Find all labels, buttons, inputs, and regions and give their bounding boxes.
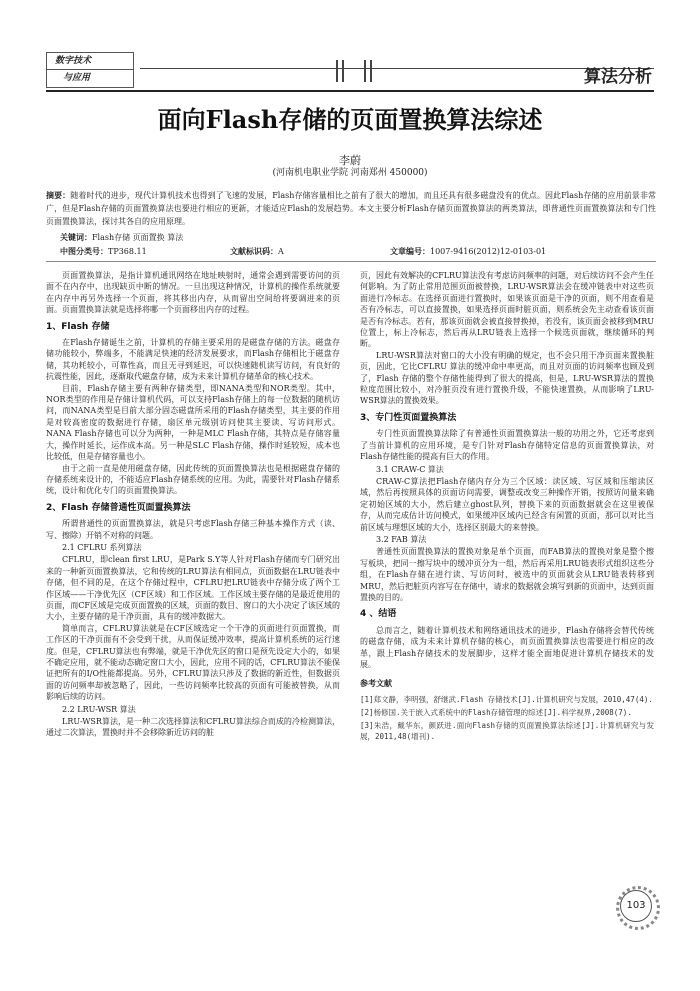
reference-item: [1]郑文静，李明强，舒继武.Flash 存储技术[J].计算机研究与发展，2010,47(4). bbox=[360, 694, 653, 704]
paragraph: 页面置换算法，是指计算机通讯网络在地址映射时，通常会遇到需要访问的页面不在内存中，出现缺页中断的情况。一旦出现这种情况，计算机的操作系统就要在内存中再另外选择一个页面，将其移出内存，从而留出空间给将要调进来的页面。页面置换算法就是选择将哪一个页面移出内存的过程。 bbox=[46, 271, 340, 315]
affiliation: (河南机电职业学院 河南郑州 450000) bbox=[272, 168, 428, 178]
section-heading: 1、Flash 存储 bbox=[46, 321, 110, 332]
paragraph: CRAW-C算法把Flash存储内存分为三个区域：读区域、写区域和压缩读区域，然后再按照具体的页面访问需要，调整或改变三种操作开销，按照访问量来确定初始区域的大小，然后建立ghost队列，替换下来的页面数据就会在这里被保存，从而完成估计访问模式，如果缓冲区域内已经含有闲置的页面，那可以对比当前区域与理想区域的大小，选择区别最大的来替换。 bbox=[360, 476, 654, 532]
abstract-text: 随着时代的进步，现代计算机技术也得到了飞速的发展，Flash存储容量相比之前有了很大的增加，而且还具有很多磁盘没有的优点。因此Flash存储的应用前景非常广，但是Flash存储的页面置换算法也要进行相应的更新，才能适应Flash的发展趋势。本文主要分析Flash存储页面置换算法的两类算法，即普通性页面置换算法和专门性页面置换算法，探讨其各自的应用原理。 bbox=[46, 191, 656, 226]
section-heading: 4 、结语 bbox=[360, 609, 397, 620]
paragraph: 专门性页面置换算法除了有普通性页面置换算法一般的功用之外，它还考虑到了当前计算机的应用环境，是专门针对Flash存储特定信息的页面置换算法，对Flash存储性能的提高有巨大的作用。 bbox=[360, 429, 654, 462]
paragraph: LRU-WSR算法对窗口的大小没有明确的规定，也不会只用干净页面来置换脏页，因此，它比CFLRU 算法的缓冲命中率更高，而且对页面的访问频率也顾及到了，Flash 存储的整个存储性能得到了很大的提高，但是，LRU-WSR算法的置换粒度范围比较小，对冷脏页没有进行置换升级，不能快速置换，从而影响了LRU-WSR算法的置换效果。 bbox=[360, 350, 654, 406]
subsection-heading: 3.2 FAB 算法 bbox=[376, 534, 427, 544]
paragraph: LRU-WSR算法，是一种二次选择算法和CFLRU算法综合而成的冷检测算法，通过二次算法，置换时并不会移除新近访问的脏 bbox=[46, 717, 340, 738]
clc-number: 中图分类号：TP368.11 bbox=[60, 246, 147, 256]
subsection-heading: 2.2 LRU-WSR 算法 bbox=[62, 704, 136, 714]
paragraph: 由于之前一直是使用磁盘存储，因此传统的页面置换算法也是根据磁盘存储的存储系统来设计的，不能适应Flash存储系统的应用。为此，需要针对Flash存储系统，设计和优化专门的页面置换算法。 bbox=[46, 463, 340, 496]
doc-code: 文献标识码：A bbox=[230, 246, 284, 256]
paragraph: 简单而言，CFLRU算法就是在CF区域选定一个干净的页面进行页面置换，而工作区的干净页面有不会受到干扰，从而保证缓冲效率，提高计算机系统的运行速度。但是，CFLRU算法也有弊端，就是干净优先区的窗口是预先设定大小的，如果不确定应用，就不能动态确定窗口大小，因此，应用不同的话，CFLRU算法不能保证把所有的I/O性能都提高。另外，CFLRU算法只涉及了数据的新近性，但数据页面的访问频率却被忽略了，因此，一些访问频率比较高的页面有可能被替换，从而影响后续的访问。 bbox=[46, 623, 340, 702]
header-rule bbox=[140, 68, 654, 69]
paragraph: CFLRU，即clean first LRU，是Park S.Y等人针对Flash存储而专门研究出来的一种新页面置换算法，它和传统的LRU算法有相同点，页面数据在LRU链表中存储，但不同的是，在这个存储过程中，CFLRU把LRU链表中存储分成了两个工作区域——干净优先区（CF区域）和工作区域。工作区域主要存储的是最近使用的页面，而CF区域是完成页面置换的区域，页面的数目、窗口的大小决定了该区域的大小，主要存储的是干净页面，具有的缓冲数据大。 bbox=[46, 555, 340, 622]
reference-item: [2]杨修国.关于嵌入式系统中的Flash存储管理的综述[J].科学视界,2008(7). bbox=[360, 707, 632, 717]
paragraph: 在Flash存储诞生之前，计算机的存储主要采用的是磁盘存储的方法。磁盘存储功能较小，弊端多，不能满足快速的经济发展要求，而Flash存储相比于磁盘存储，其功耗较小，可靠性高，而且无寻到延迟，可以快速随机读写访问，有良好的抗震性能，因此，逐渐取代磁盘存储，成为未来计算机存储革命的核心技术。 bbox=[46, 338, 340, 382]
journal-logo bbox=[46, 52, 134, 88]
left-column bbox=[46, 270, 340, 739]
header-bottom-rule bbox=[46, 90, 654, 92]
page-number-badge bbox=[620, 890, 652, 922]
divider bbox=[46, 261, 656, 262]
right-column bbox=[360, 270, 654, 744]
header-bars bbox=[336, 60, 372, 82]
logo-line-2: 与应用 bbox=[63, 73, 91, 83]
reference-item: [3]朱浩，戴华东，颜跃进.面向Flash存储的页面置换算法综述[J].计算机研究与发展，2011,48(增刊). bbox=[360, 720, 654, 741]
paragraph: 所谓普通性的页面置换算法，就是只考虑Flash存储三种基本操作方式（读、写、擦除）开销不对称的问题。 bbox=[46, 519, 340, 540]
logo-line-1: 数字技术 bbox=[47, 53, 133, 70]
author: 李蔚 bbox=[339, 154, 361, 167]
keywords-text: Flash存储 页面置换 算法 bbox=[92, 233, 184, 242]
abstract bbox=[46, 189, 656, 228]
paragraph: 普通性页面置换算法的置换对象是单个页面，而FAB算法的置换对象是整个擦写板块，把同一擦写块中的缓冲页分为一组，然后再采用LRU链表形式组织这些分组，在Flash存储在进行读、写访问时，被选中的页面就会从LRU链表转移到MRU，然后把脏页内容写在存储中，请求的数据就会填写到新的页面中，达到页面置换的目的。 bbox=[360, 547, 654, 602]
subsection-heading: 3.1 CRAW-C 算法 bbox=[376, 464, 444, 474]
paragraph: 总而言之，随着计算机技术和网络通讯技术的进步，Flash存储将会替代传统的磁盘存储，成为未来计算机存储的核心，而页面置换算法也需要进行相应的改革，跟上Flash存储技术的发展脚步，这样才能全面地促进计算机存储技术的发展。 bbox=[360, 625, 654, 669]
page-header bbox=[0, 0, 700, 90]
abstract-label: 摘要： bbox=[46, 190, 71, 200]
keywords bbox=[60, 231, 183, 244]
badge-ring bbox=[616, 886, 660, 930]
article-number: 文章编号：1007-9416(2012)12-0103-01 bbox=[390, 246, 547, 256]
page-number: 103 bbox=[626, 900, 646, 911]
paragraph: 页，因此有效解决的CFLRU算法没有考虑访问频率的问题，对后续访问不会产生任何影响。为了防止常用范围页面被替换，LRU-WSR算法会在缓冲链表中对这些页面进行冷标志。在选择页面进行置换时，如果该页面是干净的页面，则不用查看是否有冷标志，可以直接置换，如果选择页面时脏页面，则系统会先主动查看该页面是否有冷标志。若有，那该页面就会被直接替换掉，若没有，该页面会被移到MRU位置上，标上冷标志，然后再从LRU链表上选择一个候选页面就，继续循环的判断。 bbox=[360, 271, 654, 349]
section-label: 算法分析 bbox=[584, 67, 652, 87]
section-heading: 2、Flash 存储普通性页面置换算法 bbox=[46, 502, 191, 513]
keywords-label: 关键词： bbox=[60, 232, 92, 242]
paragraph: 目前，Flash存储主要有两种存储类型，即NANA类型和NOR类型。其中，NOR类型的作用是存储计算机代码，可以支持Flash存储上的每一位数据的随机访问，而NANA类型是目前大部分固态磁盘所采用的Flash存储类型，其主要的作用是对较高密度的数据进行存储，扇区单元级别访问使其主要读、写访问形式。NANA Flash存储也可以分为两种，一种是MLC Flash存储，其特点是存储容量大，操作时延长，运作成本高。另一种是SLC Flash存储，操作时延较短，成本也比较低，但是存储容量也小。 bbox=[46, 383, 340, 462]
paper-title: 面向Flash存储的页面置换算法综述 bbox=[157, 105, 543, 134]
references-heading: 参考文献 bbox=[360, 679, 392, 689]
section-heading: 3、专门性页面置换算法 bbox=[360, 412, 457, 423]
subsection-heading: 2.1 CFLRU 系列算法 bbox=[62, 542, 142, 552]
